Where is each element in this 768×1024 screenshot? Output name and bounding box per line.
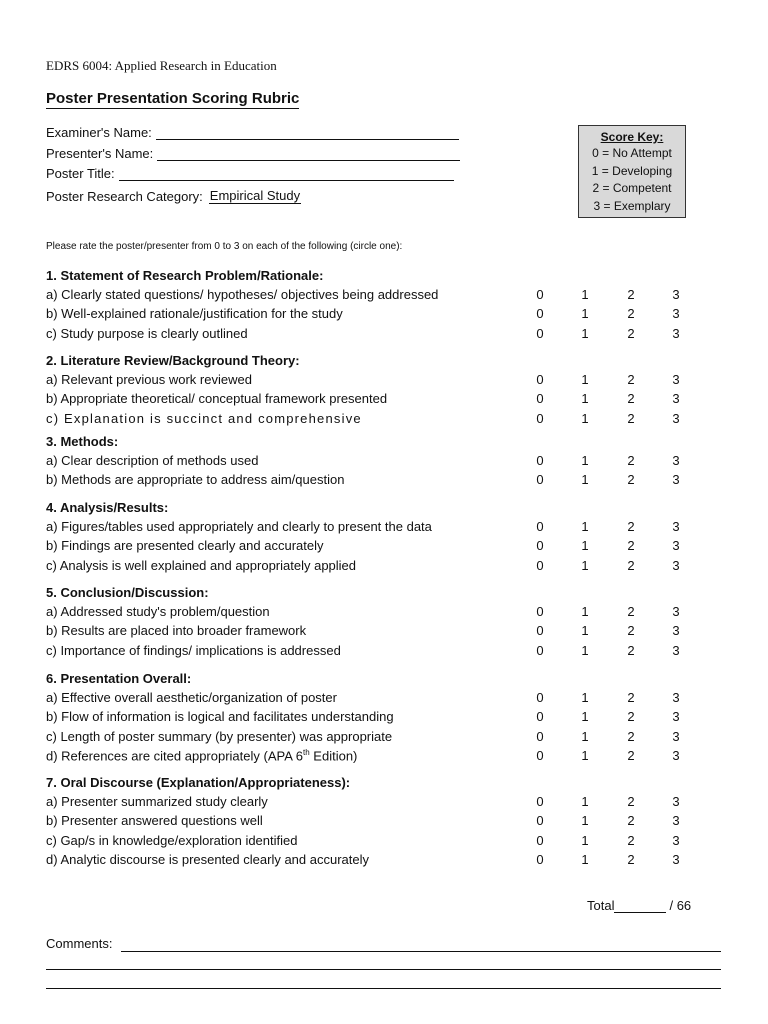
score-option-3[interactable]: 3 bbox=[672, 709, 680, 725]
score-option-0[interactable]: 0 bbox=[536, 372, 544, 387]
score-option-0[interactable]: 0 bbox=[536, 453, 544, 468]
score-option-2[interactable]: 2 bbox=[627, 557, 635, 573]
rubric-item bbox=[46, 748, 706, 766]
score-option-0[interactable]: 0 bbox=[536, 306, 544, 322]
section-heading: 3. Methods: bbox=[46, 434, 119, 449]
presenter-label: Presenter's Name: bbox=[46, 146, 154, 161]
rubric-item-text: a) Figures/tables used appropriately and clearly to present the data bbox=[46, 519, 432, 534]
score-option-3[interactable]: 3 bbox=[672, 794, 680, 809]
score-option-1[interactable]: 1 bbox=[581, 642, 589, 658]
examiner-line[interactable] bbox=[156, 126, 459, 140]
rubric-item-text: a) Clearly stated questions/ hypotheses/ objectives being addressed bbox=[46, 287, 439, 302]
score-option-2[interactable]: 2 bbox=[627, 472, 635, 488]
score-key-item: 2 = Competent bbox=[592, 181, 672, 195]
score-option-0[interactable]: 0 bbox=[536, 557, 544, 573]
score-option-0[interactable]: 0 bbox=[536, 832, 544, 848]
rubric-item bbox=[46, 519, 706, 537]
category-value: Empirical Study bbox=[209, 188, 301, 203]
score-option-1[interactable]: 1 bbox=[581, 709, 589, 725]
rubric-item-text: b) Well-explained rationale/justification for the study bbox=[46, 306, 343, 322]
score-option-3[interactable]: 3 bbox=[672, 453, 680, 468]
score-option-3[interactable]: 3 bbox=[672, 813, 680, 829]
score-option-3[interactable]: 3 bbox=[672, 747, 680, 763]
score-option-1[interactable]: 1 bbox=[581, 851, 589, 867]
score-option-2[interactable]: 2 bbox=[627, 325, 635, 341]
score-option-1[interactable]: 1 bbox=[581, 813, 589, 829]
score-option-3[interactable]: 3 bbox=[672, 372, 680, 387]
score-option-2[interactable]: 2 bbox=[627, 813, 635, 829]
score-option-2[interactable]: 2 bbox=[627, 728, 635, 744]
total-max: / 66 bbox=[669, 898, 692, 913]
rubric-item bbox=[46, 604, 706, 622]
rubric-item bbox=[46, 558, 706, 576]
section-heading: 1. Statement of Research Problem/Rationale: bbox=[46, 268, 324, 283]
score-option-0[interactable]: 0 bbox=[536, 794, 544, 809]
rubric-item bbox=[46, 472, 706, 490]
section-heading: 4. Analysis/Results: bbox=[46, 500, 169, 515]
score-option-3[interactable]: 3 bbox=[672, 325, 680, 341]
score-option-0[interactable]: 0 bbox=[536, 472, 544, 488]
rubric-item-text: a) Relevant previous work reviewed bbox=[46, 372, 252, 387]
score-option-3[interactable]: 3 bbox=[672, 557, 680, 573]
course-title: EDRS 6004: Applied Research in Education bbox=[46, 58, 277, 73]
rubric-item bbox=[46, 372, 706, 390]
category-field bbox=[46, 188, 301, 204]
rubric-item-text: c) Importance of findings/ implications is addressed bbox=[46, 642, 341, 658]
score-option-2[interactable]: 2 bbox=[627, 538, 635, 554]
score-option-3[interactable]: 3 bbox=[672, 472, 680, 488]
score-option-2[interactable]: 2 bbox=[627, 519, 635, 534]
rubric-item bbox=[46, 643, 706, 661]
score-option-0[interactable]: 0 bbox=[536, 851, 544, 867]
score-option-2[interactable]: 2 bbox=[627, 453, 635, 468]
score-option-1[interactable]: 1 bbox=[581, 410, 589, 426]
score-option-1[interactable]: 1 bbox=[581, 538, 589, 554]
rubric-item bbox=[46, 326, 706, 344]
presenter-field[interactable] bbox=[46, 146, 460, 161]
score-option-2[interactable]: 2 bbox=[627, 747, 635, 763]
examiner-field[interactable] bbox=[46, 125, 459, 140]
presenter-line[interactable] bbox=[157, 147, 460, 161]
rubric-item-text: c) Study purpose is clearly outlined bbox=[46, 325, 248, 341]
rubric-item bbox=[46, 833, 706, 851]
rubric-item bbox=[46, 306, 706, 324]
rubric-item bbox=[46, 794, 706, 812]
poster-title-label: Poster Title: bbox=[46, 166, 115, 181]
score-option-0[interactable]: 0 bbox=[536, 728, 544, 744]
rubric-item-text: c) Gap/s in knowledge/exploration identified bbox=[46, 832, 298, 848]
score-option-1[interactable]: 1 bbox=[581, 690, 589, 705]
page-title: Poster Presentation Scoring Rubric bbox=[46, 90, 300, 107]
rubric-item-text: b) Flow of information is logical and facilitates understanding bbox=[46, 709, 394, 725]
score-option-1[interactable]: 1 bbox=[581, 728, 589, 744]
rubric-item-text: d) Analytic discourse is presented clearly and accurately bbox=[46, 851, 369, 867]
score-key-item: 1 = Developing bbox=[591, 163, 673, 178]
superscript: th bbox=[303, 747, 310, 757]
score-option-1[interactable]: 1 bbox=[581, 325, 589, 341]
score-option-2[interactable]: 2 bbox=[627, 306, 635, 322]
comments-label: Comments: bbox=[46, 936, 113, 951]
rubric-item bbox=[46, 623, 706, 641]
score-option-3[interactable]: 3 bbox=[672, 287, 680, 302]
score-option-2[interactable]: 2 bbox=[627, 709, 635, 725]
score-option-0[interactable]: 0 bbox=[536, 709, 544, 725]
total-line[interactable] bbox=[614, 899, 666, 913]
score-option-3[interactable]: 3 bbox=[672, 306, 680, 322]
score-option-2[interactable]: 2 bbox=[627, 623, 635, 639]
rubric-item bbox=[46, 729, 706, 747]
score-option-3[interactable]: 3 bbox=[672, 391, 680, 407]
score-option-1[interactable]: 1 bbox=[581, 623, 589, 639]
section-heading: 6. Presentation Overall: bbox=[46, 671, 192, 686]
rubric-item-text: a) Addressed study's problem/question bbox=[46, 604, 270, 619]
score-option-1[interactable]: 1 bbox=[581, 372, 589, 387]
rubric-item-text: b) Methods are appropriate to address aim/question bbox=[46, 472, 345, 488]
rubric-item bbox=[46, 813, 706, 831]
rubric-item bbox=[46, 538, 706, 556]
rubric-item-text: b) Findings are presented clearly and accurately bbox=[46, 538, 324, 554]
rubric-item bbox=[46, 411, 706, 429]
score-option-0[interactable]: 0 bbox=[536, 747, 544, 763]
total-label: Total bbox=[587, 898, 615, 913]
score-option-0[interactable]: 0 bbox=[536, 538, 544, 554]
score-option-2[interactable]: 2 bbox=[627, 832, 635, 848]
score-option-2[interactable]: 2 bbox=[627, 391, 635, 407]
score-key-title: Score Key: bbox=[600, 130, 664, 144]
comments-line[interactable] bbox=[46, 969, 721, 970]
comments-line[interactable] bbox=[46, 988, 721, 989]
poster-title-field[interactable] bbox=[46, 166, 454, 181]
score-option-3[interactable]: 3 bbox=[672, 728, 680, 744]
examiner-label: Examiner's Name: bbox=[46, 125, 152, 140]
score-option-0[interactable]: 0 bbox=[536, 287, 544, 302]
score-option-0[interactable]: 0 bbox=[536, 690, 544, 705]
score-option-1[interactable]: 1 bbox=[581, 747, 589, 763]
score-option-3[interactable]: 3 bbox=[672, 690, 680, 705]
rubric-item-text: a) Effective overall aesthetic/organization of poster bbox=[46, 690, 337, 705]
rubric-item-text: a) Presenter summarized study clearly bbox=[46, 794, 268, 809]
score-option-1[interactable]: 1 bbox=[581, 832, 589, 848]
score-option-0[interactable]: 0 bbox=[536, 642, 544, 658]
score-option-3[interactable]: 3 bbox=[672, 851, 680, 867]
score-option-2[interactable]: 2 bbox=[627, 690, 635, 705]
score-option-1[interactable]: 1 bbox=[581, 794, 589, 809]
score-option-3[interactable]: 3 bbox=[672, 538, 680, 554]
score-option-1[interactable]: 1 bbox=[581, 557, 589, 573]
rubric-item-text: b) Results are placed into broader framework bbox=[46, 623, 307, 639]
score-option-0[interactable]: 0 bbox=[536, 813, 544, 829]
score-option-1[interactable]: 1 bbox=[581, 472, 589, 488]
score-option-3[interactable]: 3 bbox=[672, 623, 680, 639]
score-option-0[interactable]: 0 bbox=[536, 604, 544, 619]
comments-line[interactable] bbox=[121, 951, 721, 952]
rubric-item bbox=[46, 391, 706, 409]
score-option-1[interactable]: 1 bbox=[581, 604, 589, 619]
rubric-item-text: b) Presenter answered questions well bbox=[46, 813, 263, 829]
score-option-2[interactable]: 2 bbox=[627, 604, 635, 619]
score-option-2[interactable]: 2 bbox=[627, 794, 635, 809]
score-key-item: 3 = Exemplary bbox=[593, 198, 671, 213]
score-option-1[interactable]: 1 bbox=[581, 453, 589, 468]
score-key bbox=[578, 125, 686, 218]
score-option-0[interactable]: 0 bbox=[536, 519, 544, 534]
score-option-1[interactable]: 1 bbox=[581, 391, 589, 407]
total-field[interactable] bbox=[587, 898, 691, 913]
rubric-item-text: d) References are cited appropriately (APA 6th Edition) bbox=[46, 747, 358, 764]
score-option-3[interactable]: 3 bbox=[672, 519, 680, 534]
rubric-item bbox=[46, 690, 706, 708]
score-key-item: 0 = No Attempt bbox=[592, 146, 672, 160]
section-heading: 2. Literature Review/Background Theory: bbox=[46, 353, 300, 368]
section-heading: 5. Conclusion/Discussion: bbox=[46, 585, 209, 600]
score-option-0[interactable]: 0 bbox=[536, 325, 544, 341]
score-option-0[interactable]: 0 bbox=[536, 623, 544, 639]
rubric-item bbox=[46, 852, 706, 870]
rubric-item-text: b) Appropriate theoretical/ conceptual framework presented bbox=[46, 391, 388, 407]
score-option-0[interactable]: 0 bbox=[536, 391, 544, 407]
score-option-2[interactable]: 2 bbox=[627, 642, 635, 658]
rubric-item-text: c) Length of poster summary (by presenter) was appropriate bbox=[46, 728, 393, 744]
score-option-2[interactable]: 2 bbox=[627, 410, 635, 426]
score-option-3[interactable]: 3 bbox=[672, 410, 680, 426]
score-option-3[interactable]: 3 bbox=[672, 642, 680, 658]
rubric-item bbox=[46, 287, 706, 305]
score-option-1[interactable]: 1 bbox=[581, 287, 589, 302]
score-option-2[interactable]: 2 bbox=[627, 287, 635, 302]
category-label: Poster Research Category: bbox=[46, 189, 203, 204]
rubric-item-text: c) Explanation is succinct and comprehensive bbox=[46, 410, 362, 426]
rubric-item bbox=[46, 453, 706, 471]
rubric-item bbox=[46, 709, 706, 727]
score-option-1[interactable]: 1 bbox=[581, 519, 589, 534]
rubric-item-text: a) Clear description of methods used bbox=[46, 453, 259, 468]
score-option-3[interactable]: 3 bbox=[672, 832, 680, 848]
score-option-3[interactable]: 3 bbox=[672, 604, 680, 619]
rubric-item-text: c) Analysis is well explained and appropriately applied bbox=[46, 557, 357, 573]
section-heading: 7. Oral Discourse (Explanation/Appropriateness): bbox=[46, 775, 351, 790]
poster-title-line[interactable] bbox=[119, 167, 454, 181]
score-option-2[interactable]: 2 bbox=[627, 372, 635, 387]
score-option-1[interactable]: 1 bbox=[581, 306, 589, 322]
instructions: Please rate the poster/presenter from 0 to 3 on each of the following (circle one): bbox=[46, 241, 403, 252]
score-option-2[interactable]: 2 bbox=[627, 851, 635, 867]
score-option-0[interactable]: 0 bbox=[536, 410, 544, 426]
